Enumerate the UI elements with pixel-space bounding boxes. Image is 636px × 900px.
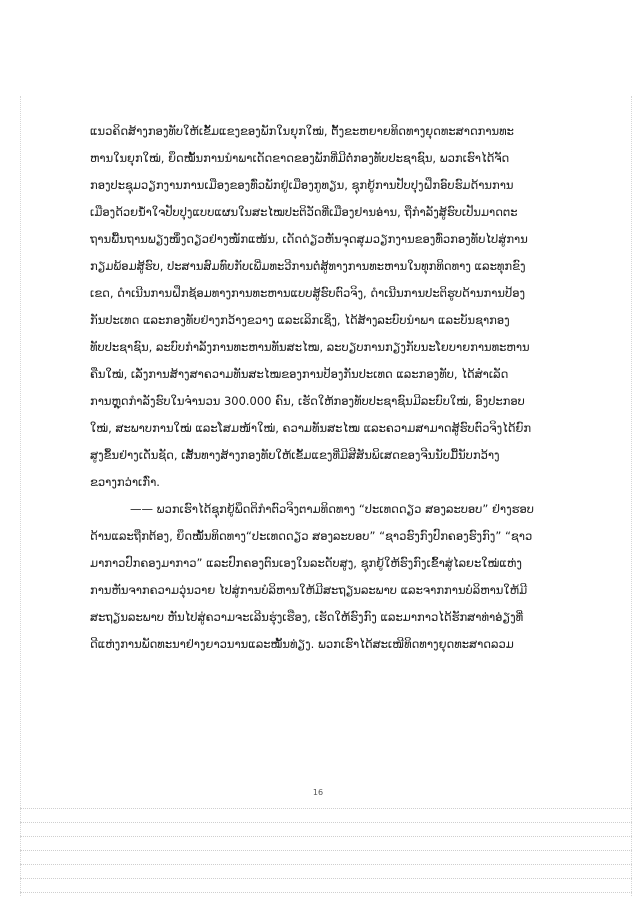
ruled-line <box>20 836 632 837</box>
ruled-line <box>20 878 632 879</box>
right-margin-guide <box>631 96 632 896</box>
text-line: ເມືອງດ້ວຍນ້ຳໃຈປັບປຸງແບບແຜນໃນສະໄໝປະຕິວັດທີ່ເມືອງຢານອ່ານ, ຖືກຳລັງສູ້ຮົບເປັນມາດຕະ <box>90 205 518 219</box>
text-line: ຫານໃນຍຸກໃໝ່, ຍຶດໝັ້ນການນຳພາເດັດຂາດຂອງພັກທີ່ມີຕໍ່ກອງທັບປະຊາຊົນ, ພວກເຮົາໄດ້ຈັດ <box>90 151 510 165</box>
left-margin-guide <box>20 96 21 896</box>
text-line: ສະຖຽນລະພາບ ຫັນໄປສູ່ຄວາມຈະເລີນຮຸ່ງເຮືອງ, ເຮັດໃຫ້ຮົງກົງ ແລະມາກາວໄດ້ຮັກສາທ່າອ່ຽງທີ່ <box>90 610 524 624</box>
text-line: ແນວຄິດສ້າງກອງທັບໃຫ້ເຂັ້ມແຂງຂອງພັກໃນຍຸກໃໝ່, ຕັ້ງຂະຫຍາຍທິດທາງຍຸດທະສາດການທະ <box>90 124 514 138</box>
text-line: ດ້ານແລະຖືກຕ້ອງ, ຍຶດໝັ້ນທິດທາງ“ປະເທດດຽວ ສອງລະບອບ” “ຊາວຮົງກົງປົກຄອງຮົງກົງ” “ຊາວ <box>90 529 533 543</box>
paragraph-start-line: —— ພວກເຮົາໄດ້ຊຸກຍູ້ພຶດຕິກຳຕົວຈິງຕາມທິດທາງ “ປະເທດດຽວ ສອງລະບອບ” ຢ່າງຮອບ <box>130 502 534 516</box>
text-line: ດີແຫ່ງການພັດທະນາຢ່າງຍາວນານແລະໝັ້ນທ່ຽງ. ພວກເຮົາໄດ້ສະເໜີທິດທາງຍຸດທະສາດລວມ <box>90 637 514 651</box>
ruled-line <box>20 850 632 851</box>
text-line: ຄືນໃໝ່, ເລັ່ງການສ້າງສາຄວາມທັນສະໄໝຂອງການປ້ອງກັນປະເທດ ແລະກອງທັບ, ໄດ້ສຳເລັດ <box>90 367 509 381</box>
text-line: ຂວາງກວ່າເກົ່າ. <box>90 475 160 489</box>
text-line: ກັນປະເທດ ແລະກອງທັບຢ່າງກວ້າງຂວາງ ແລະເລິກເຊິ່ງ, ໄດ້ສ້າງລະບົບນຳພາ ແລະບັນຊາກອງ <box>90 313 510 327</box>
text-line: ການຫຼຸດກຳລັງຮົບໃນຈຳນວນ 300.000 ຄົນ, ເຮັດໃຫ້ກອງທັບປະຊາຊົນມີລະບົບໃໝ່, ອົງປະກອບ <box>90 394 525 408</box>
ruled-line <box>20 864 632 865</box>
ruled-line <box>20 808 632 809</box>
text-line: ສູງຂຶ້ນຢ່າງເດັ່ນຊັດ, ເສັ້ນທາງສ້າງກອງທັບໃຫ້ເຂັ້ມແຂງທີ່ມີສີສັນພິເສດຂອງຈີນນັບມື້ນັບກວ້າງ <box>90 448 500 462</box>
page-number: 16 <box>312 788 324 797</box>
text-line: ທັບປະຊາຊົນ, ລະບົບກຳລັງການທະຫານທັນສະໄໝ, ລະບຽບການກຽງກັບນະໂຍບາຍການທະຫານ <box>90 340 530 354</box>
body-text <box>90 118 574 658</box>
text-line: ກຽມພ້ອມສູ້ຮົບ, ປະສານສົມທົບກັບເພີ່ມທະວີການຕໍ່ສູ້ທາງການທະຫານໃນທຸກທິດທາງ ແລະທຸກຂົງ <box>90 259 526 273</box>
text-line: ໃໝ່, ສະພາບການໃໝ່ ແລະໂສມໜ້າໃໝ່, ຄວາມທັນສະໄໝ ແລະຄວາມສາມາດສູ້ຮົບຕົວຈິງໄດ້ຍົກ <box>90 421 532 435</box>
text-line: ກອງປະຊຸມວຽກງານການເມືອງຂອງທົ່ວພັກຢູ່ເມືອງກູທຽນ, ຊຸກຍູ້ການປັບປຸງຝຶກອົບຮົມດ້ານການ <box>90 178 514 192</box>
text-line: ການຫັນຈາກຄວາມວຸ່ນວາຍ ໄປສູ່ການບໍລິຫານໃຫ້ມີສະຖຽນລະພາບ ແລະຈາກການບໍລິຫານໃຫ້ມີ <box>90 583 528 597</box>
ruled-line <box>20 892 632 893</box>
text-line: ມາກາວປົກຄອງມາກາວ” ແລະປົກຄອງຕົນເອງໃນລະດັບສູງ, ຊຸກຍູ້ໃຫ້ຮົງກົງເຂົ້າສູ່ໄລຍະໃໝ່ແຫ່ງ <box>90 556 522 570</box>
ruled-line <box>20 822 632 823</box>
text-line: ຖານພື້ນຖານພຽງໜຶ່ງດຽວຢ່າງໜັກແໜ້ນ, ເດັດດ່ຽວຫັນຈຸດສຸມວຽກງານຂອງທົ່ວກອງທັບໄປສູ່ການ <box>90 232 528 246</box>
text-line: ເຂດ, ດຳເນີນການຝຶກຊ້ອມທາງການທະຫານແບບສູ້ຮົບຕົວຈິງ, ດຳເນີນການປະຕິຮູບດ້ານການປ້ອງ <box>90 286 526 300</box>
